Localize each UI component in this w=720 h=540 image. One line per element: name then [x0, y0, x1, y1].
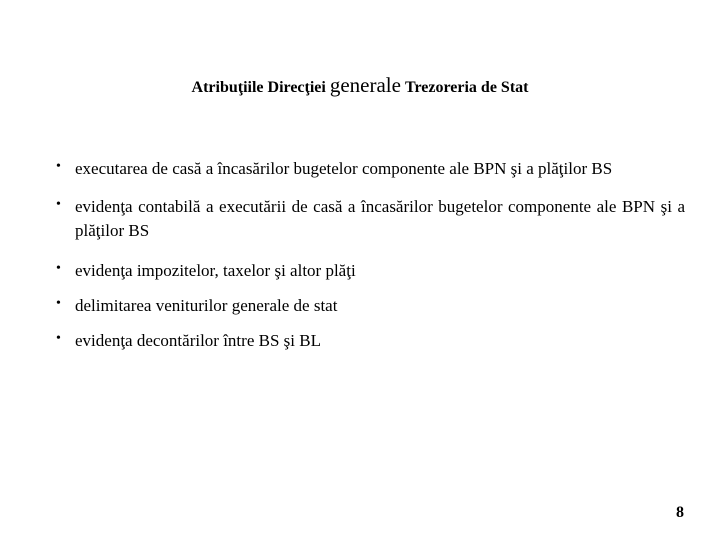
bullet-text: delimitarea veniturilor generale de stat	[75, 296, 338, 315]
bullet-dot-icon: •	[56, 159, 61, 174]
title-part-3: Trezoreria de Stat	[404, 79, 529, 96]
bullet-dot-icon: •	[56, 261, 61, 276]
bullet-text: executarea de casă a încasărilor bugetelor componente ale BPN şi a plăţilor BS	[75, 159, 613, 178]
bullet-dot-icon: •	[56, 197, 61, 212]
title-part-2: generale	[329, 73, 401, 97]
slide-title	[0, 72, 720, 101]
bullet-list	[55, 157, 685, 353]
bullet-item	[55, 259, 685, 283]
bullet-item	[55, 329, 685, 353]
bullet-item	[55, 195, 685, 243]
bullet-item	[55, 294, 685, 318]
bullet-text: evidenţa decontărilor între BS şi BL	[75, 331, 321, 350]
bullet-dot-icon: •	[56, 331, 61, 346]
bullet-text: evidenţa contabilă a executării de casă a încasărilor bugetelor componente ale BPN şi a plăţilor BS	[75, 197, 685, 240]
title-part-1: Atribuţiile Direcţiei	[191, 79, 326, 96]
bullet-item	[55, 157, 685, 181]
bullet-text: evidenţa impozitelor, taxelor şi altor plăţi	[75, 261, 356, 280]
page-number: 8	[676, 504, 684, 521]
bullet-dot-icon: •	[56, 296, 61, 311]
